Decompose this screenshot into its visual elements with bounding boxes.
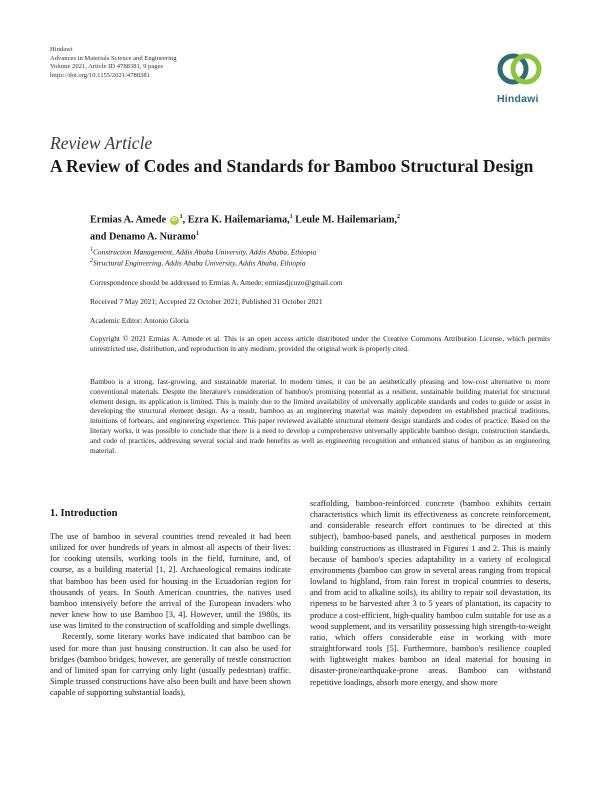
author-name: Leule M. Hailemariam, (292, 214, 398, 226)
paragraph: The use of bamboo in several countries trend revealed it had been utilized for over hundreds of years in almost all aspects of their lives: for cooking utensils, working tools in the field, furniture, and, of course, as a building material [1, 2]. Archaeological remains indicate that bamboo has been used for housing in the Ecuadorian region for thousands of years. In South American countries, the natives used bamboo intensively before the arrival of the European invaders who never knew how to use Bamboo [3, 4]. However, until the 1980s, its use was limited to the construction of scaffolding and simple dwellings. (50, 532, 291, 631)
affiliation-item: $^1$Construction Management, Addis Ababa University, Addis Ababa, Ethiopia (90, 247, 317, 257)
journal-header (50, 46, 177, 80)
journal-name: Advances in Materials Science and Engineering (50, 54, 177, 62)
publisher-name: Hindawi (50, 46, 73, 53)
abstract: Bamboo is a strong, fast-growing, and sustainable material. In modern times, it can be an aesthetically pleasing and low-cost alternative to more conventional materials. Despite the literature's consideration of bamboo's promising potential as a resilient, sustainable building material for structural element design, its application is limited. This is mainly due to the limited availability of universally applicable standards and codes to guide or assist in developing the structural element design. As a result, bamboo as an engineering material was mainly dependent on established practical traditions, intuitions of forbears, and engineering experience. This paper reviewed available structural element design standards and codes of practice. Based on the literary works, it was possible to conclude that there is a need to develop a comprehensive universally applicable bamboo design, construction standards, and code of practices, addressing several social and trade benefits as well as engineering recognition and enhanced status of bamboo as an engineering material. (90, 377, 550, 455)
paragraph: scaffolding, bamboo-reinforced concrete (bamboo exhibits certain characteristics which limit its effectiveness as concrete reinforcement, and considerable research effort continues to be directed at this subject), bamboo-based panels, and aesthetical purposes in modern building constructions as illustrated in Figures 1 and 2. This is mainly because of bamboo's species adaptability in a variety of ecological environments (bamboo can grow in several areas ranging from tropical lowland to highland, from rain forest in tropical countries to deserts, and from acid to alkaline soils), its ability to repair soil devastation, its ripeness to be harvested after 3 to 5 years of plantation, its capacity to produce a cost-efficient, high-quality bamboo culm suitable for use as a wood supplement, and its versatility possessing high strength-to-weight ratio, which offers considerable ease in working with more straightforward tools [5]. Furthermore, bamboo's resilience coupled with lightweight makes bamboo an ideal material for housing in disaster-prone/earthquake-prone areas. Bamboo can withstand repetitive loadings, absorb more energy, and show more (310, 499, 551, 687)
correspondence: Correspondence should be addressed to Ermias A. Amede; ermiasdjcuzo@gmail.com (90, 278, 343, 287)
volume-line: Volume 2021, Article ID 4788381, 9 pages (50, 63, 164, 71)
author-name: Ermias A. Amede (90, 214, 167, 226)
affiliation-item: $^2$Structural Engineering, Addis Ababa University, Addis Ababa, Ethiopia (90, 258, 306, 268)
copyright-notice: Copyright © 2021 Ermias A. Amede et al. This is an open access article distributed under the Creative Commons Attribution License, which permits unrestricted use, distribution, and reproduction in any medium, provided the original work is properly cited. (90, 334, 550, 353)
section-heading: 1. Introduction (50, 508, 118, 519)
author-name: and Denamo A. Nuramo (90, 231, 196, 243)
body-column-left (50, 531, 291, 698)
affiliation-marker: 1 (289, 214, 293, 220)
orcid-icon[interactable]: iD (171, 217, 177, 224)
paragraph: Recently, some literary works have indicated that bamboo can be used for more than just housing construction. It can also be used for bridges (bamboo bridges, however, are generally of trestle construction and of limited span for carrying only light (usually pedestrian) traffic. Simple trussed constructions have also been built and have been shown capable of supporting substantial loads), (50, 632, 291, 698)
body-column-right (310, 498, 551, 688)
author-list (90, 210, 550, 245)
publication-dates: Received 7 May 2021; Accepted 22 October 2021; Published 31 October 2021 (90, 297, 323, 306)
academic-editor: Academic Editor: Antonio Gloria (90, 316, 189, 325)
article-type: Review Article (50, 133, 153, 153)
doi-link[interactable]: https://doi.org/10.1155/2021/4788381 (50, 71, 151, 79)
article-title: A Review of Codes and Standards for Bamboo Structural Design (50, 156, 534, 176)
affiliation-marker: 2 (397, 214, 401, 220)
author-name: , Ezra K. Hailemariama, (182, 214, 290, 226)
affiliation-marker: 1 (179, 214, 183, 220)
hindawi-logo-text: Hindawi (497, 93, 539, 105)
affiliation-marker: 1 (195, 231, 199, 238)
affiliations (90, 246, 560, 269)
